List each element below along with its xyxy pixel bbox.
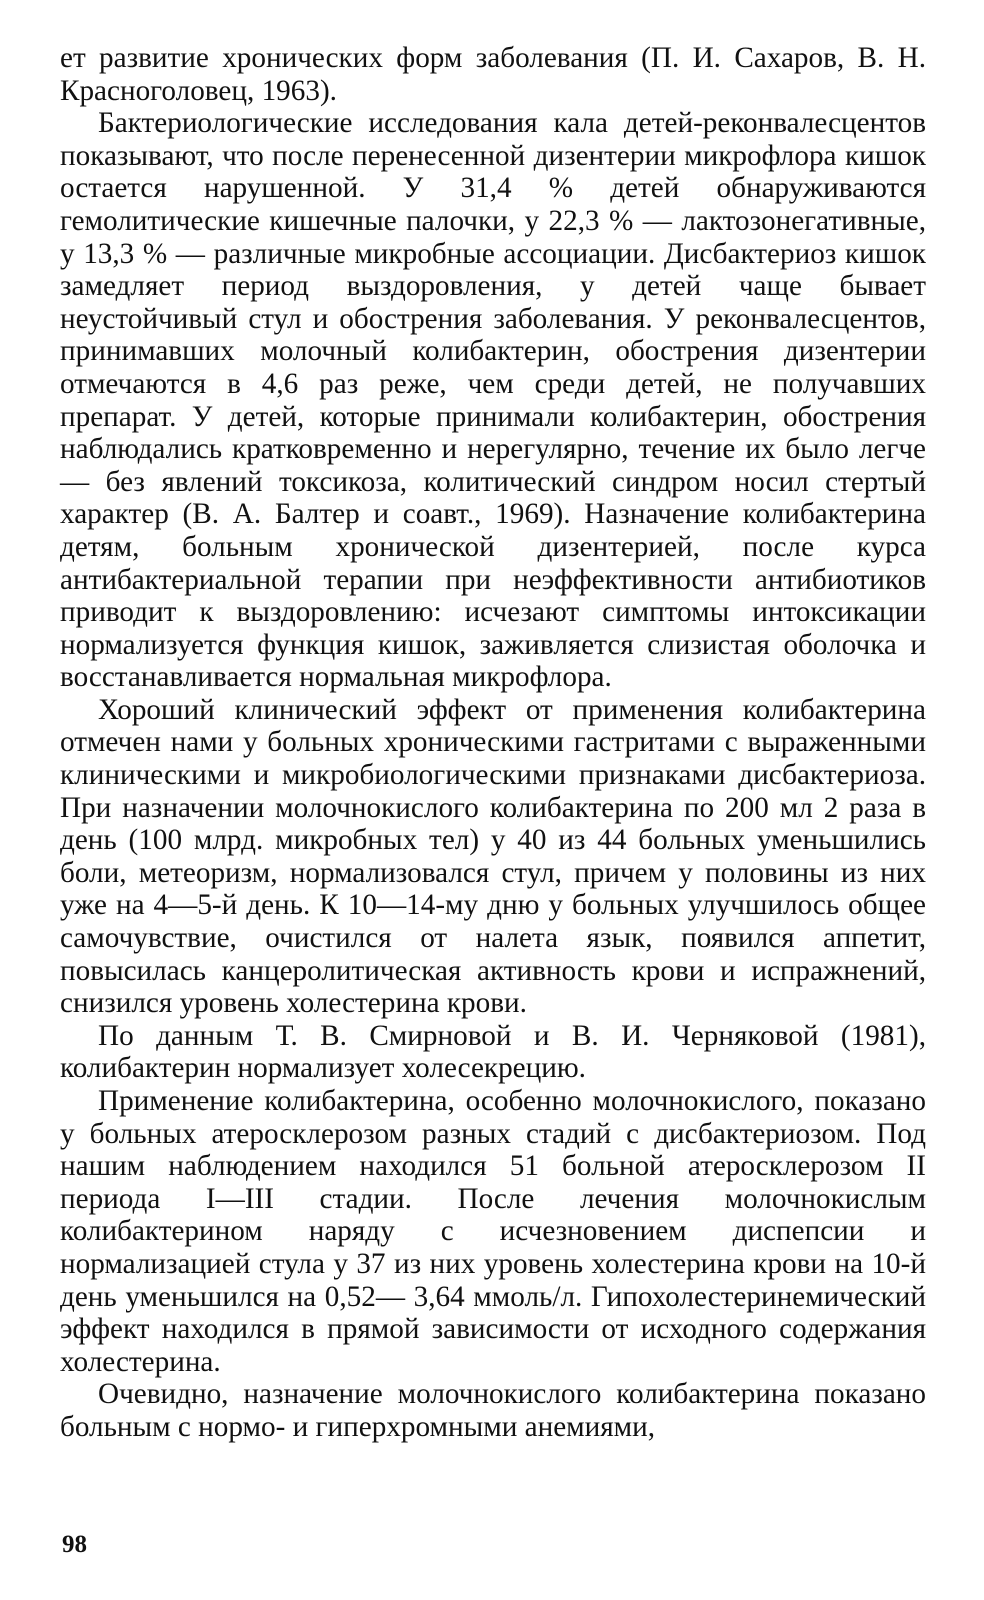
paragraph-gastritis: Хороший клинический эффект от применения колибактерина отмечен нами у больных хроническими гастритами с выраженными клиническими и микробиологическими признаками дисбактериоза. При назначении молочнокислого колибактерина по 200 мл 2 раза в день (100 млрд. микробных тел) у 40 из 44 больных уменьшились боли, метеоризм, нормализовался стул, причем у половины из них уже на 4—5-й день. К 10—14-му дню у больных улучшилось общее самочувствие, очистился от налета язык, появился аппетит, повысилась канцеролитическая активность крови и испражнений, снизился уровень холестерина крови. bbox=[60, 693, 926, 1020]
body-text bbox=[60, 42, 926, 1444]
paragraph-continuation: ет развитие хронических форм заболевания (П. И. Сахаров, В. Н. Красноголовец, 1963). bbox=[60, 42, 926, 107]
page-number: 98 bbox=[62, 1531, 87, 1558]
paragraph-cholesecretion: По данным Т. В. Смирновой и В. И. Черняковой (1981), колибактерин нормализует холесекрецию. bbox=[60, 1019, 926, 1085]
paragraph-bacteriology: Бактериологические исследования кала детей-реконвалесцентов показывают, что после перенесенной дизентерии микрофлора кишок остается нарушенной. У 31,4 % детей обнаруживаются гемолитические кишечные палочки, у 22,3 % — лактозонегативные, у 13,3 % — различные микробные ассоциации. Дисбактериоз кишок замедляет период выздоровления, у детей чаще бывает неустойчивый стул и обострения заболевания. У реконвалесцентов, принимавших молочный колибактерин, обострения дизентерии отмечаются в 4,6 раз реже, чем среди детей, не получавших препарат. У детей, которые принимали колибактерин, обострения наблюдались кратковременно и нерегулярно, течение их было легче — без явлений токсикоза, колитический синдром носил стертый характер (В. А. Балтер и соавт., 1969). Назначение колибактерина детям, больным хронической дизентерией, после курса антибактериальной терапии при неэффективности антибиотиков приводит к выздоровлению: исчезают симптомы интоксикации нормализуется функция кишок, заживляется слизистая оболочка и восстанавливается нормальная микрофлора. bbox=[60, 107, 926, 694]
paragraph-atherosclerosis: Применение колибактерина, особенно молочнокислого, показано у больных атеросклерозом разных стадий с дисбактериозом. Под нашим наблюдением находился 51 больной атеросклерозом II периода I—III стадии. После лечения молочнокислым колибактерином наряду с исчезновением диспепсии и нормализацией стула у 37 из них уровень холестерина крови на 10-й день уменьшился на 0,52— 3,64 ммоль/л. Гипохолестеринемический эффект находился в прямой зависимости от исходного содержания холестерина. bbox=[60, 1085, 926, 1378]
paragraph-anemia: Очевидно, назначение молочнокислого колибактерина показано больным с нормо- и гиперхромными анемиями, bbox=[60, 1378, 926, 1443]
